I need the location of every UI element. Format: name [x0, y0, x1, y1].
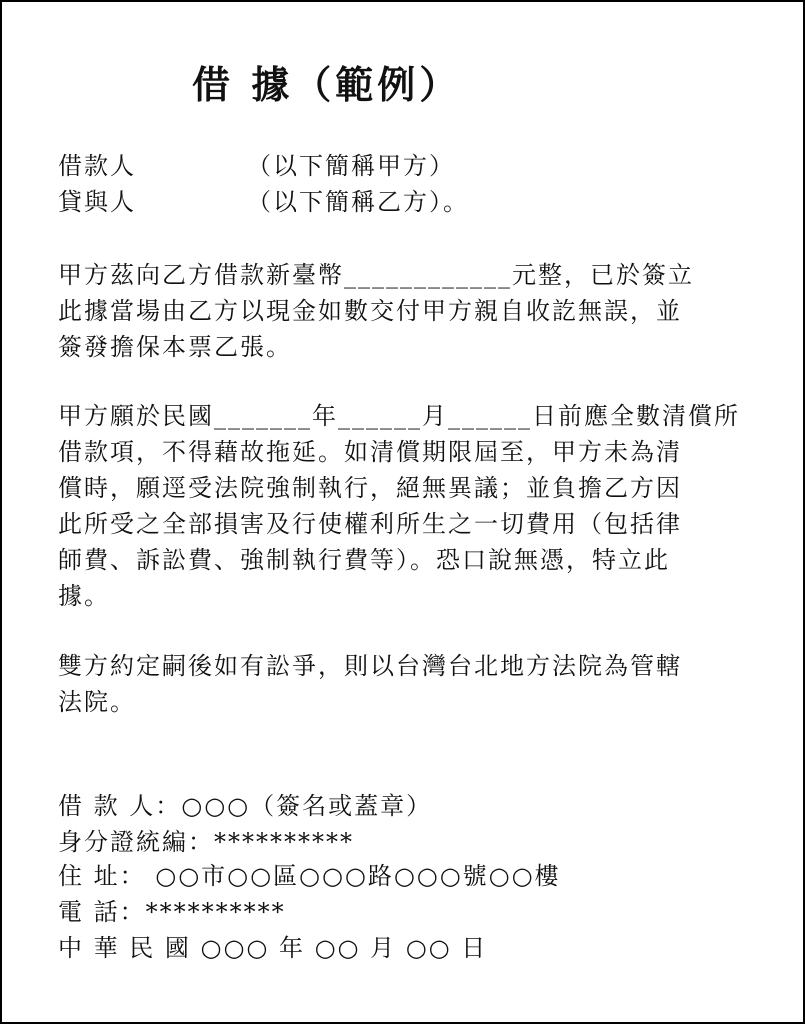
- signature-id-number: 身分證統編：**********: [58, 828, 354, 856]
- paragraph2-line3: 償時，願逕受法院強制執行，絕無異議；並負擔乙方因: [58, 474, 682, 502]
- paragraph2-line1: 甲方願於民國_______年______月______日前應全數清償所: [58, 402, 740, 430]
- lender-note: （以下簡稱乙方）。: [247, 188, 469, 216]
- lender-label: 貸與人: [58, 188, 136, 216]
- signature-address: 住 址： ○○市○○區○○○路○○○號○○樓: [58, 862, 561, 890]
- paragraph1-line3: 簽發擔保本票乙張。: [58, 333, 292, 361]
- borrower-label: 借款人: [58, 152, 136, 180]
- paragraph2-line4: 此所受之全部損害及行使權利所生之一切費用（包括律: [58, 510, 682, 538]
- paragraph1-line1: 甲方茲向乙方借款新臺幣____________元整，已於簽立: [58, 261, 694, 289]
- signature-borrower: 借 款 人：○○○（簽名或蓋章）: [58, 792, 433, 820]
- borrower-note: （以下簡稱甲方）: [247, 152, 455, 180]
- paragraph3-line1: 雙方約定嗣後如有訟爭，則以台灣台北地方法院為管轄: [58, 652, 682, 680]
- document-title: 借 據（範例）: [192, 62, 462, 107]
- signature-phone: 電 話：**********: [58, 898, 286, 926]
- paragraph2-line5: 師費、訴訟費、強制執行費等）。恐口說無憑，特立此: [58, 546, 670, 574]
- signature-date: 中 華 民 國 ○○○ 年 ○○ 月 ○○ 日: [58, 934, 488, 962]
- paragraph2-line2: 借款項，不得藉故拖延。如清償期限屆至，甲方未為清: [58, 438, 682, 466]
- paragraph2-line6: 據。: [58, 582, 110, 610]
- paragraph3-line2: 法院。: [58, 688, 136, 716]
- paragraph1-line2: 此據當場由乙方以現金如數交付甲方親自收訖無誤，並: [58, 297, 682, 325]
